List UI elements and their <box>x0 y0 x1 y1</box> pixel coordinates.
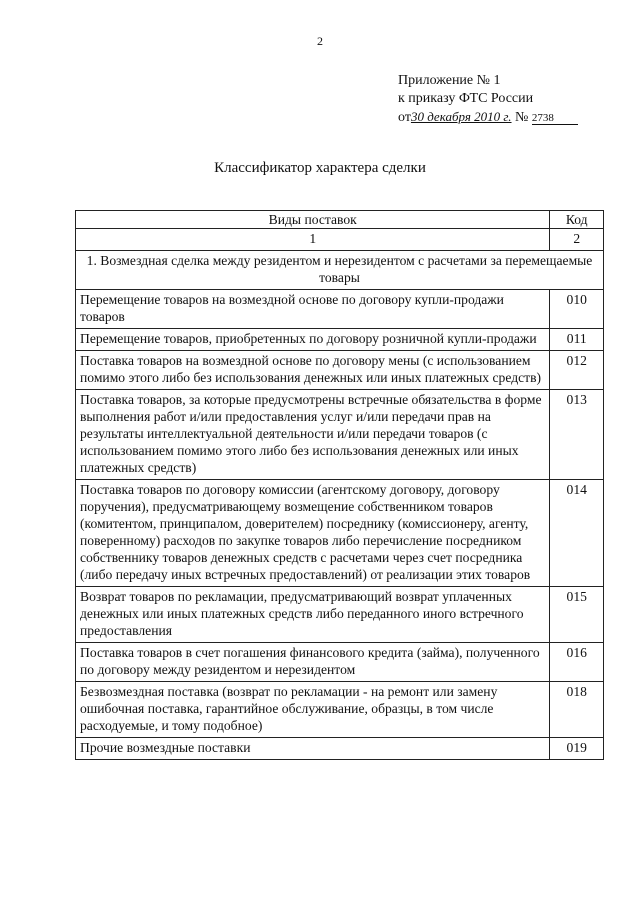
row-description: Безвозмездная поставка (возврат по рекламации - на ремонт или замену ошибочная поставка, гарантийное обслуживание, образцы, в том числе расходуемые, и тому подобное) <box>76 682 550 738</box>
document-title: Классификатор характера сделки <box>214 160 426 176</box>
row-code: 018 <box>550 682 604 738</box>
appendix-number-sign: № <box>515 110 529 125</box>
row-code: 015 <box>550 587 604 643</box>
table-row <box>76 643 604 682</box>
appendix-block <box>398 72 578 127</box>
appendix-date-line <box>398 108 578 127</box>
column-number: 1 <box>76 229 550 251</box>
header-kinds: Виды поставок <box>76 211 550 229</box>
section-row <box>76 251 604 290</box>
table-row <box>76 290 604 329</box>
row-description: Поставка товаров на возмездной основе по договору мены (с использованием помимо этого либо без использования денежных или иных платежных средств) <box>76 351 550 390</box>
row-code: 011 <box>550 329 604 351</box>
table-row <box>76 480 604 587</box>
table-row <box>76 390 604 480</box>
row-description: Поставка товаров, за которые предусмотрены встречные обязательства в форме выполнения работ и/или предоставления услуг и/или передачи прав на результаты интеллектуальной деятельности и/или передачи товаров (с использованием помимо этого либо без использования денежных или иных платежных средств) <box>76 390 550 480</box>
appendix-order-ref: к приказу ФТС России <box>398 91 534 106</box>
row-code: 010 <box>550 290 604 329</box>
column-number-row <box>76 229 604 251</box>
appendix-number: 2738 <box>532 112 578 125</box>
row-description: Поставка товаров по договору комиссии (агентскому договору, договору поручения), предусматривающему возмещение собственником товаров (комитентом, принципалом, доверителем) посреднику (комиссионеру, агенту, поверенному) расходов по закупке товаров либо перечисление посредником собственнику товаров денежных средств с расчетами через счет посредника (либо передачу иных встречных предоставлений) от реализации этих товаров <box>76 480 550 587</box>
row-code: 012 <box>550 351 604 390</box>
table-row <box>76 329 604 351</box>
header-code: Код <box>550 211 604 229</box>
classifier-table <box>75 210 604 760</box>
row-description: Возврат товаров по рекламации, предусматривающий возврат уплаченных денежных или иных платежных средств либо переданного иного встречного предоставления <box>76 587 550 643</box>
row-description: Перемещение товаров, приобретенных по договору розничной купли-продажи <box>76 329 550 351</box>
row-code: 016 <box>550 643 604 682</box>
appendix-date: 30 декабря 2010 г. <box>410 109 512 124</box>
appendix-title: Приложение № 1 <box>398 73 501 88</box>
row-description: Перемещение товаров на возмездной основе по договору купли-продажи товаров <box>76 290 550 329</box>
row-code: 014 <box>550 480 604 587</box>
appendix-date-prefix: от <box>398 110 411 125</box>
table-header-row <box>76 211 604 229</box>
row-code: 013 <box>550 390 604 480</box>
table-row <box>76 587 604 643</box>
table-row <box>76 738 604 760</box>
table-row <box>76 351 604 390</box>
column-number: 2 <box>550 229 604 251</box>
section-heading: 1. Возмездная сделка между резидентом и нерезидентом с расчетами за перемещаемые товары <box>76 251 604 290</box>
row-code: 019 <box>550 738 604 760</box>
row-description: Поставка товаров в счет погашения финансового кредита (займа), полученного по договору между резидентом и нерезидентом <box>76 643 550 682</box>
table-row <box>76 682 604 738</box>
page-number: 2 <box>317 34 323 48</box>
row-description: Прочие возмездные поставки <box>76 738 550 760</box>
